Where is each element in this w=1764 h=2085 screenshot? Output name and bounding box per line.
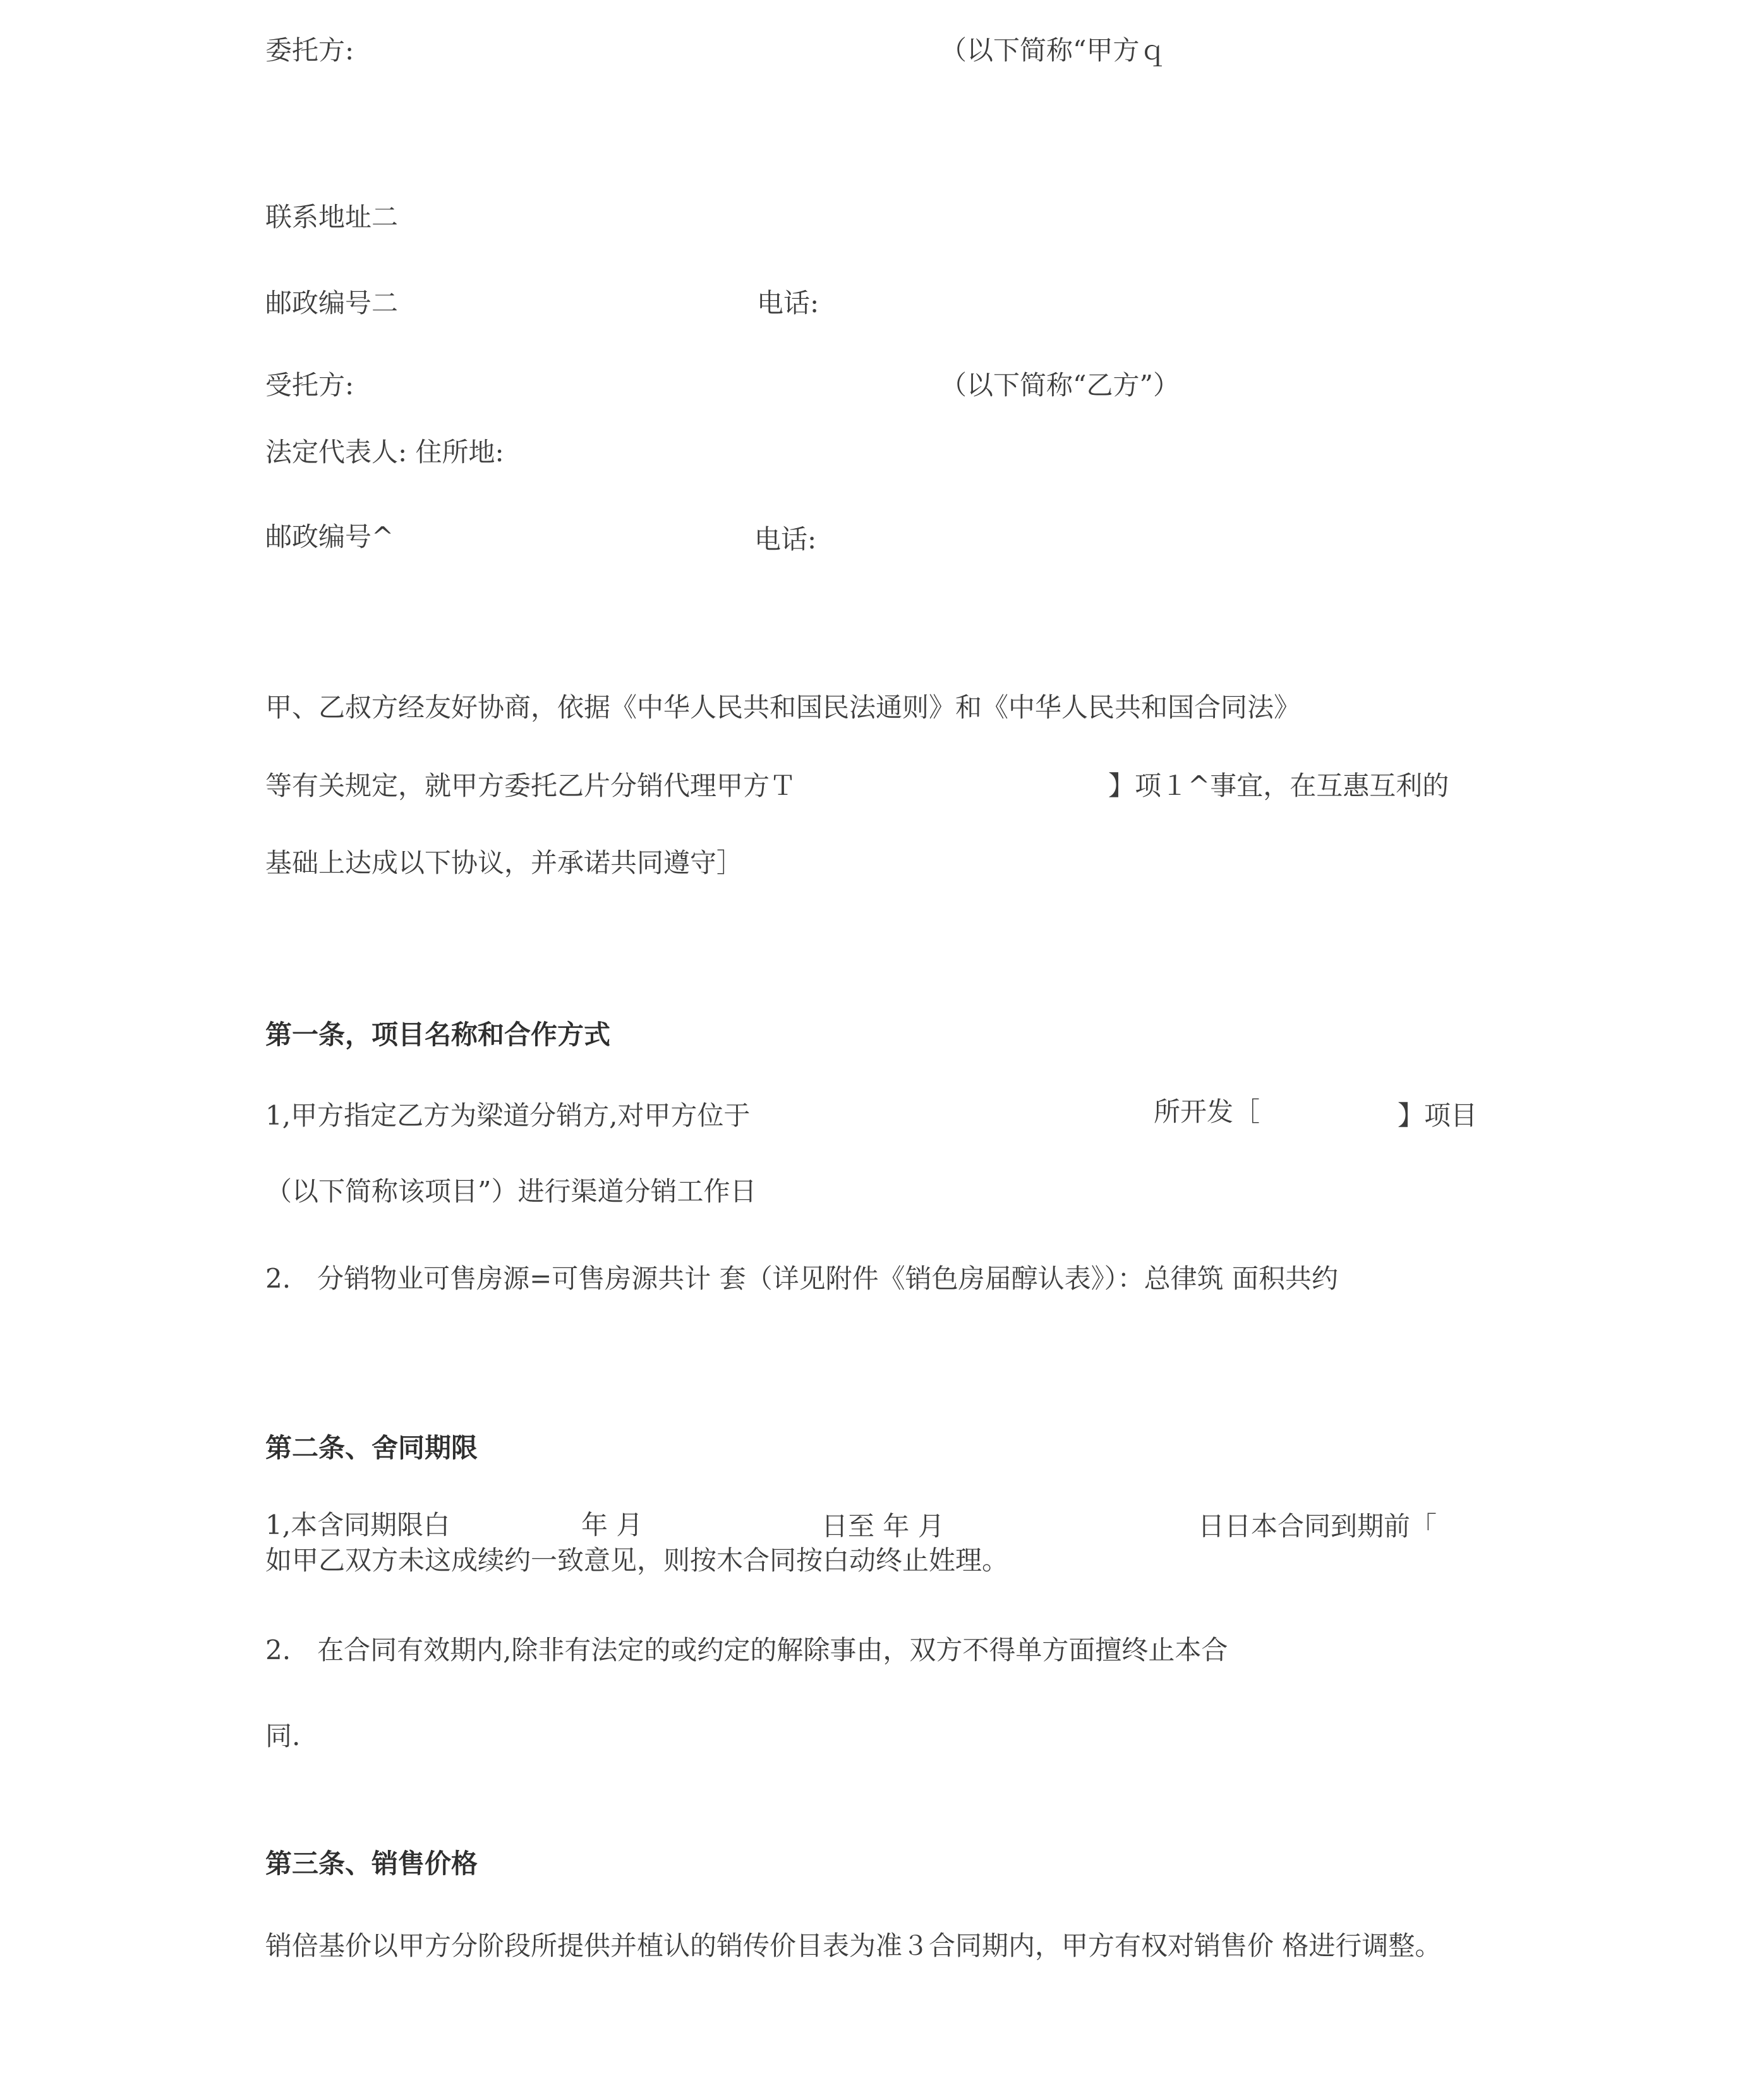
principal-alias: （以下简称“甲方ｑ — [940, 35, 1166, 66]
party-b-postal-label: 邮政编号^ — [265, 521, 394, 552]
article-1-item-2: 2. 分销物业可售房源=可售房源共计 套（详见附件《销色房届醇认表》）：总律筑 面积共约 — [265, 1263, 1338, 1294]
address-label: 联系地址二 — [265, 202, 399, 233]
article-2-item-1-c: 日至 年 月 — [821, 1511, 945, 1542]
preamble-line-1: 甲、乙叔方经友好协商，依据《中华人民共和国民法通则》和《中华人民共和国合同法》 — [265, 692, 1301, 723]
preamble-line-2-left: 等有关规定，就甲方委托乙片分销代理甲方Ｔ — [265, 770, 797, 801]
article-2-item-2-cont: 同. — [265, 1720, 301, 1751]
preamble-line-3: 基础上达成以下协议，并承诺共同遵守］ — [265, 847, 744, 878]
article-2-item-1-cont: 如甲乙双方未这成续约一致意见，则按木合同按白动终止姓理。 — [265, 1545, 1009, 1576]
article-1-item-1-mid: 所开发［ — [1154, 1096, 1260, 1127]
article-2-item-1-b: 年 月 — [581, 1509, 643, 1540]
agent-label: 受托方: — [265, 370, 354, 401]
article-1-item-1-right: 】项目 — [1398, 1100, 1478, 1131]
party-b-phone-label: 电话: — [754, 524, 817, 555]
article-1-item-1-cont: （以下简称该项目”）进行渠道分销工作日 — [265, 1176, 757, 1207]
article-2-item-2: 2. 在合同有效期内,除非有法定的或约定的解除事由，双方不得单方面擅终止本合 — [265, 1635, 1228, 1665]
article-1-title: 第一条，项目名称和合作方式 — [265, 1019, 611, 1050]
article-2-item-1-a: 1,本含同期限白 — [265, 1509, 450, 1540]
principal-label: 委托方: — [265, 35, 354, 66]
preamble-line-2-right: 】项１^事宜，在互惠互利的 — [1108, 770, 1449, 801]
party-a-postal-label: 邮政编号二 — [265, 287, 399, 318]
article-2-title: 第二条、舍同期限 — [265, 1432, 478, 1463]
agent-alias: （以下简称“乙方”） — [940, 370, 1180, 401]
article-3-body: 销倍基价以甲方分阶段所提供并植认的销传价目表为准３合同期内，甲方有权对销售价 格进行调整。 — [265, 1930, 1442, 1961]
article-1-item-1-left: 1,甲方指定乙方为梁道分销方,对甲方位于 — [265, 1100, 751, 1131]
legal-rep-label: 法定代表人: 住所地: — [265, 437, 504, 468]
article-3-title: 第三条、销售价格 — [265, 1848, 478, 1879]
party-a-phone-label: 电话: — [757, 287, 819, 318]
article-2-item-1-d: 日日本合同到期前「 — [1198, 1511, 1437, 1542]
